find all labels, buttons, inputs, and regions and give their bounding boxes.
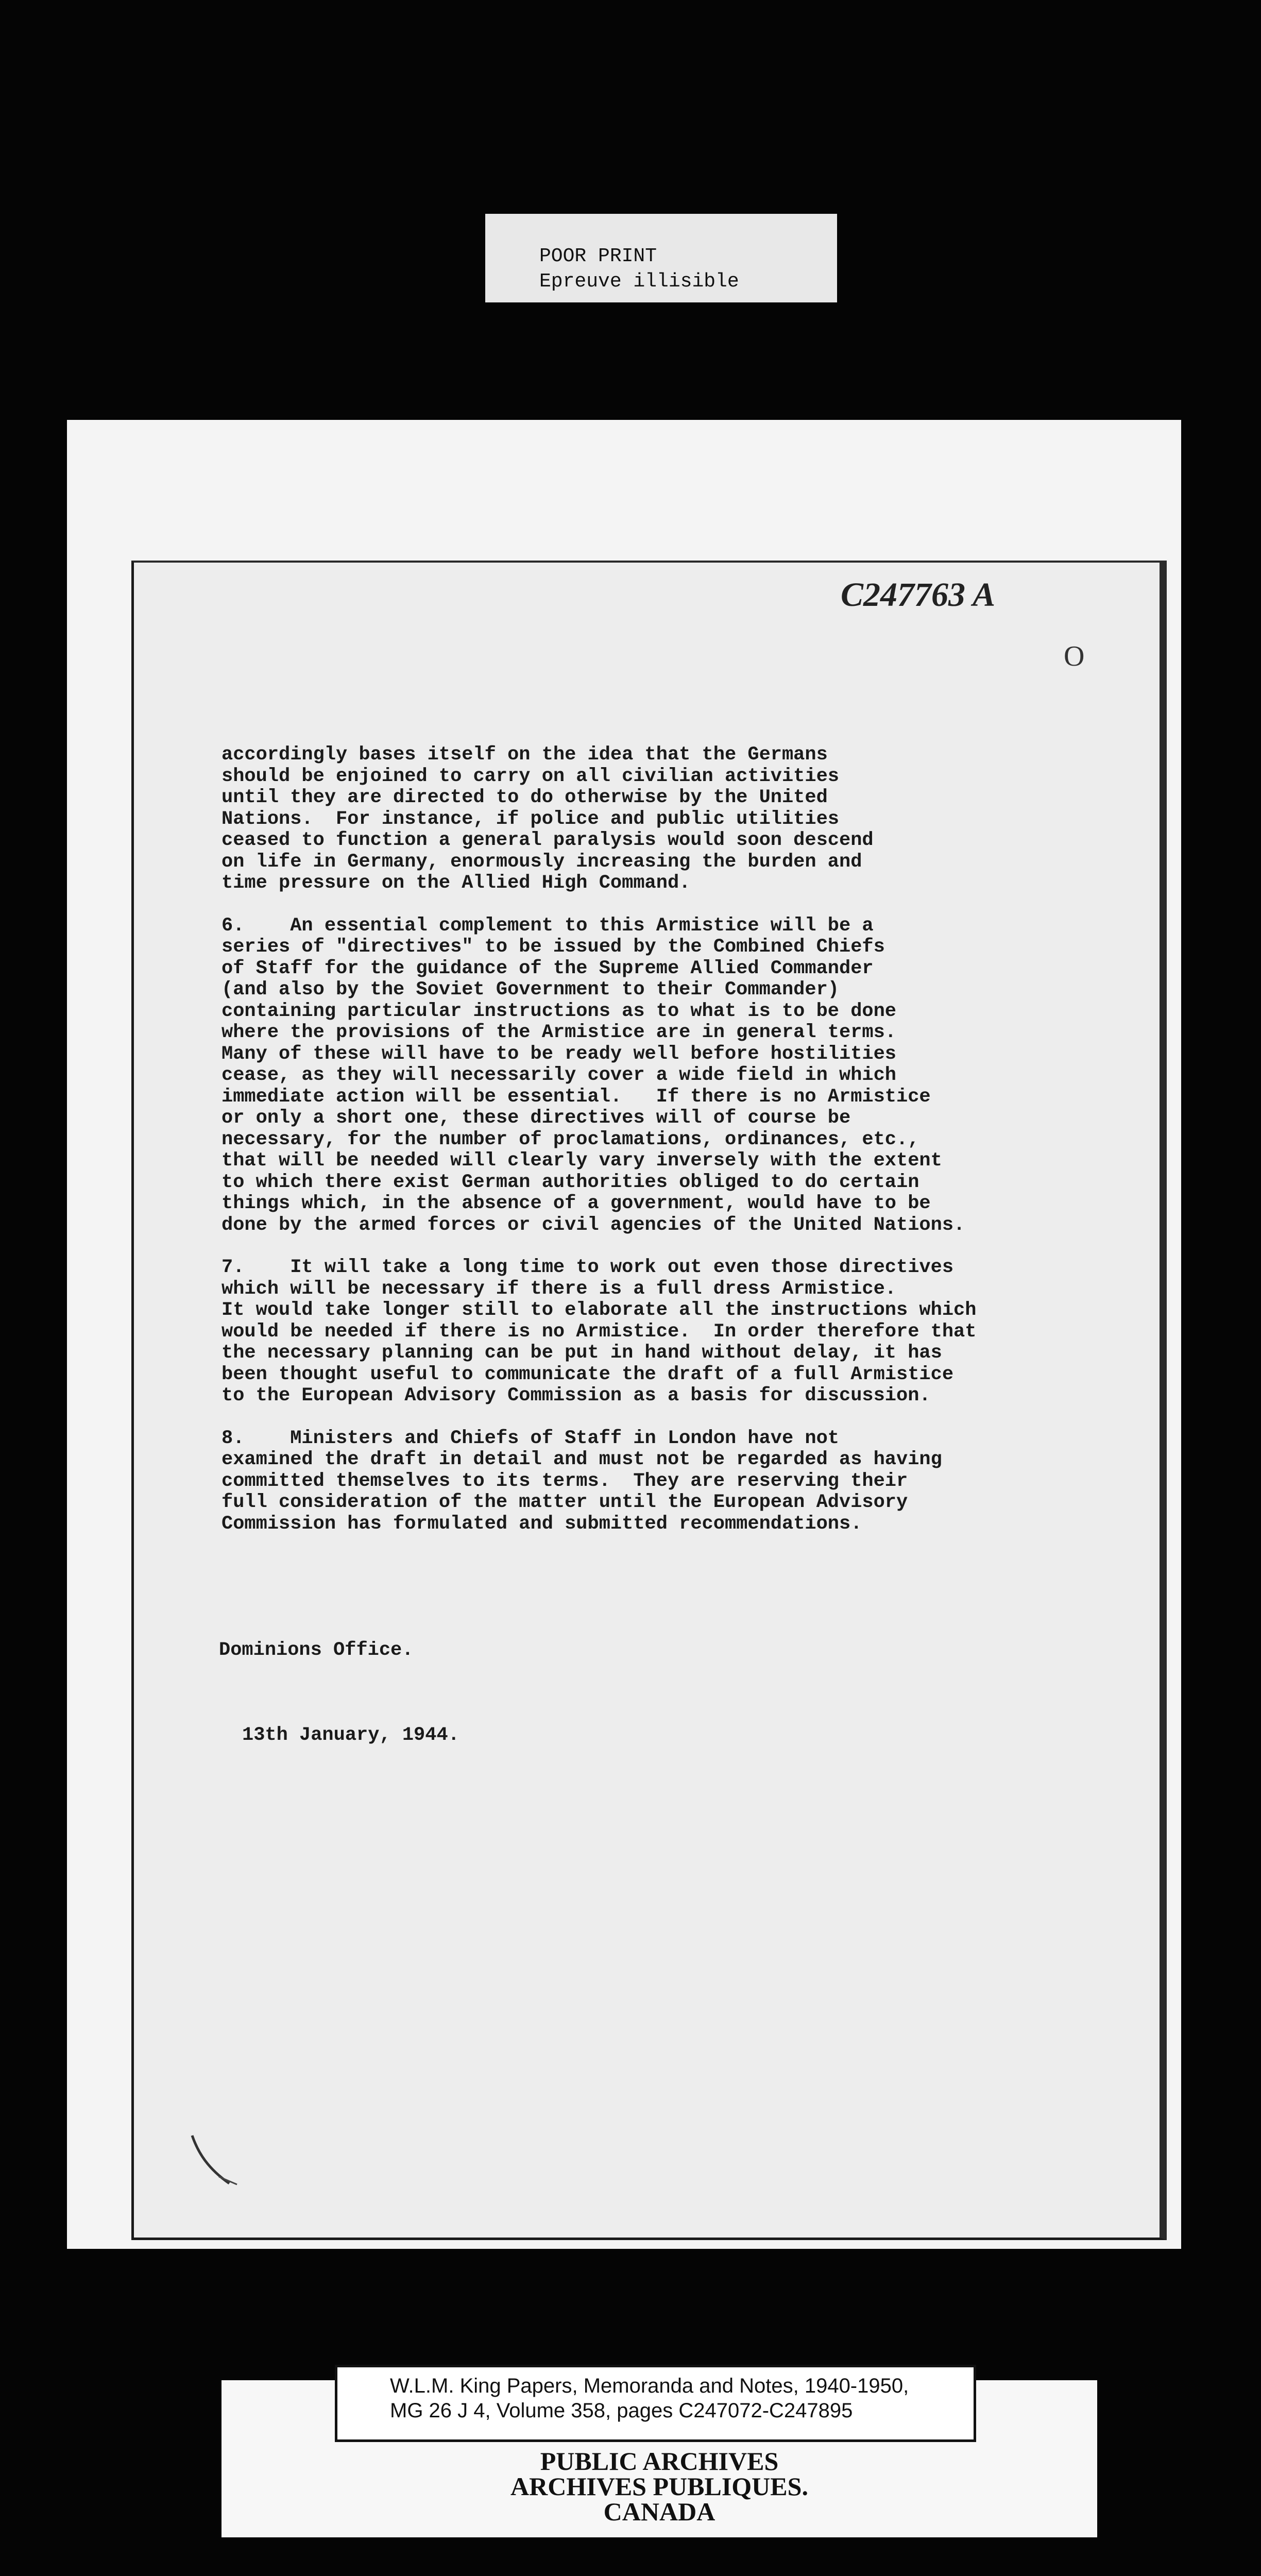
- corner-mark: O: [1064, 640, 1085, 672]
- signoff: [219, 1597, 459, 1768]
- poor-print-line-2: Epreuve illisible: [539, 270, 739, 293]
- paragraph-intro: accordingly bases itself on the idea that the Germans should be enjoined to carry on all civilian activities until they are directed to do otherwise by the United Nations. For instance, if police and public utilities ceased to function a general paralysis would soon descend on life in Germany, enormously increasing the burden and time pressure on the Allied High Command.: [221, 744, 874, 894]
- archive-stamp-line-1: PUBLIC ARCHIVES: [540, 2447, 779, 2476]
- pen-mark-icon: [188, 2133, 245, 2190]
- document-date: 13th January, 1944.: [242, 1724, 459, 1746]
- archive-stamp: [221, 2449, 1097, 2524]
- poor-print-label: [485, 214, 837, 302]
- archive-stamp-line-3: CANADA: [603, 2497, 715, 2526]
- archive-citation: [335, 2365, 976, 2442]
- paragraph-8: 8. Ministers and Chiefs of Staff in London have not examined the draft in detail and must not be regarded as having committed themselves to its terms. They are reserving their full consideration of the matter until the European Advisory Commission has formulated and submitted recommendations.: [221, 1427, 942, 1535]
- document-body: [221, 744, 1097, 1535]
- archive-stamp-line-2: ARCHIVES PUBLIQUES.: [510, 2472, 808, 2501]
- paragraph-7: 7. It will take a long time to work out even those directives which will be necessary if there is a full dress Armistice. It would take longer still to elaborate all the instructions which would be needed if there is no Armistice. In order therefore that the necessary planning can be put in hand without delay, it has been thought useful to communicate the draft of a full Armistice to the European Advisory Commission as a basis for discussion.: [221, 1257, 977, 1406]
- paragraph-6: 6. An essential complement to this Armistice will be a series of "directives" to be issued by the Combined Chiefs of Staff for the guidance of the Supreme Allied Commander (and also by the Soviet Government to their Commander) containing particular instructions as to what is to be done where the provisions of the Armistice are in general terms. Many of these will have to be ready well before hostilities cease, as they will necessarily cover a wide field in which immediate action will be essential. If there is no Armistice or only a short one, these directives will of course be necessary, for the number of proclamations, ordinances, etc., that will be needed will clearly vary inversely with the extent to which there exist German authorities obliged to do certain things which, in the absence of a government, would have to be done by the armed forces or civil agencies of the United Nations.: [221, 914, 965, 1236]
- reference-number: C247763 A: [841, 576, 996, 614]
- citation-line-1: W.L.M. King Papers, Memoranda and Notes, 1940-1950,: [390, 2375, 909, 2397]
- poor-print-line-1: POOR PRINT: [539, 245, 657, 267]
- office-name: Dominions Office.: [219, 1639, 414, 1661]
- citation-line-2: MG 26 J 4, Volume 358, pages C247072-C247895: [390, 2399, 853, 2422]
